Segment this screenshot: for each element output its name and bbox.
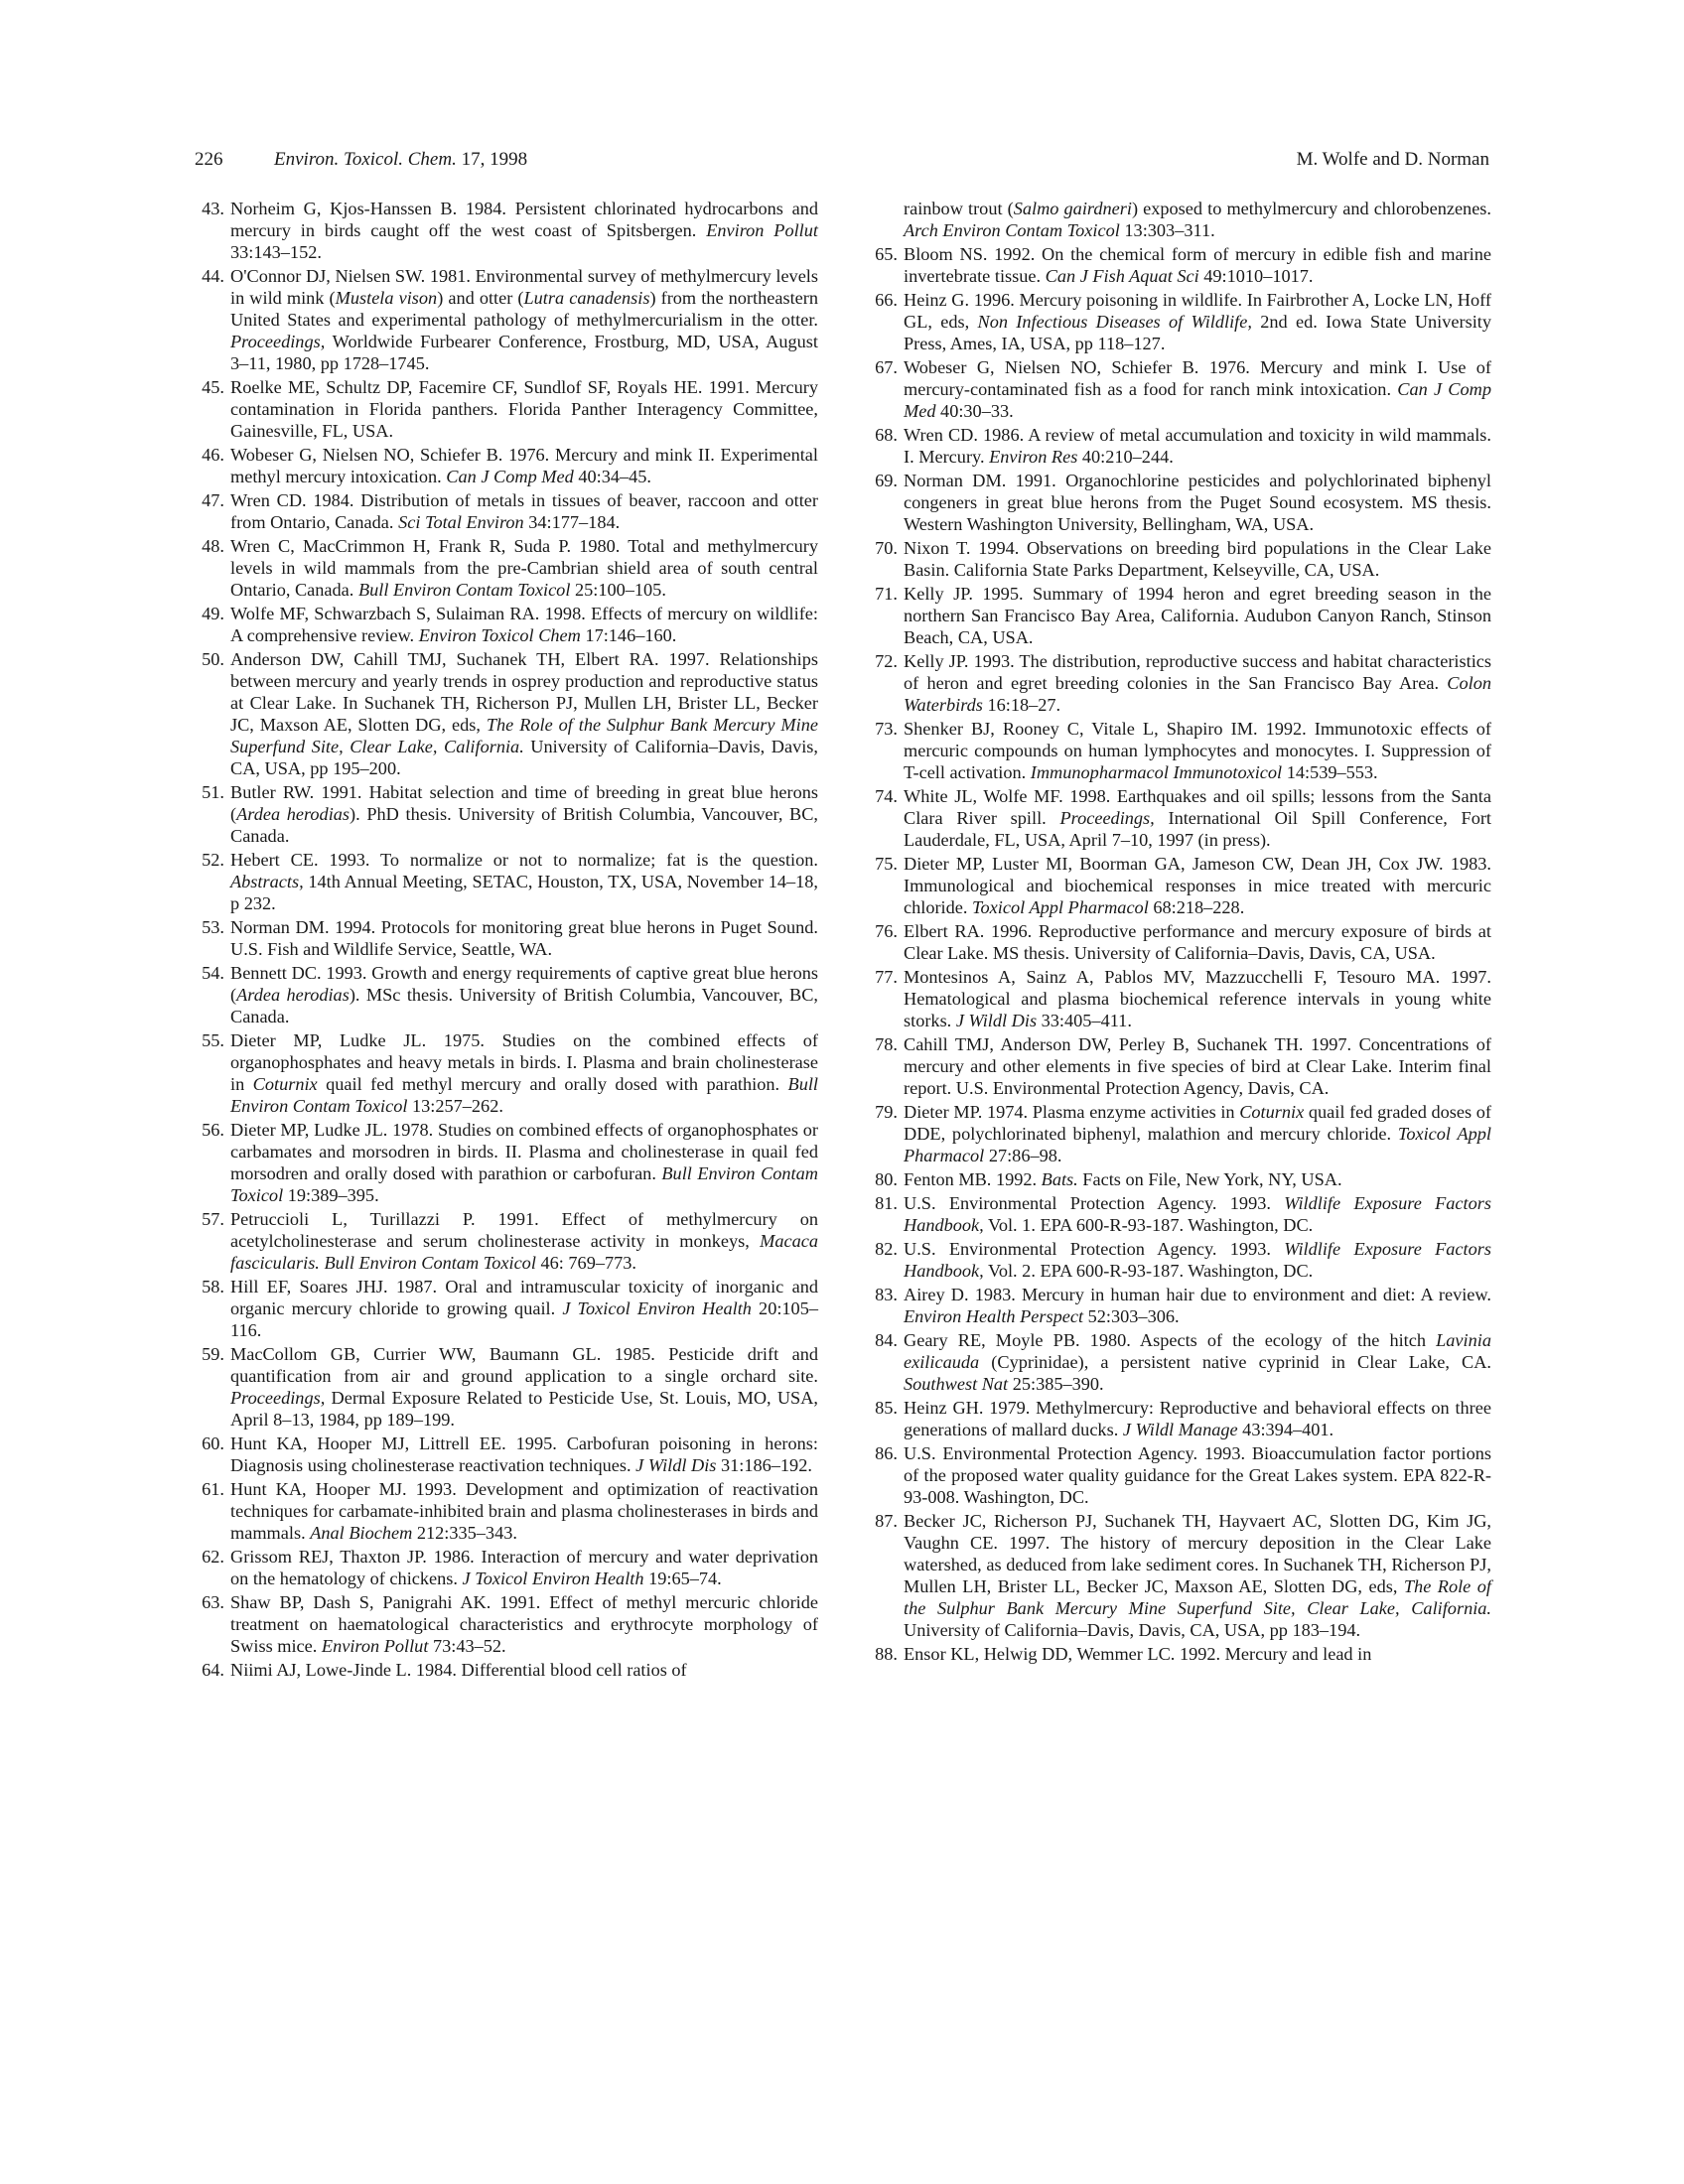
reference-entry bbox=[195, 1276, 818, 1341]
reference-text: Norman DM. 1994. Protocols for monitoring great blue herons in Puget Sound. U.S. Fish and Wildlife Service, Seattle, WA. bbox=[230, 917, 818, 959]
reference-italic: Coturnix bbox=[1239, 1102, 1305, 1122]
reference-italic: Can J Fish Aquat Sci bbox=[1045, 266, 1199, 286]
reference-number: 54. bbox=[202, 963, 224, 983]
reference-text: Facts on File, New York, NY, USA. bbox=[1077, 1169, 1342, 1189]
reference-text: Fenton MB. 1992. bbox=[904, 1169, 1042, 1189]
reference-text: ) from the northeastern United States and experimental pathology of methylmercurialism in the otter. bbox=[230, 288, 818, 330]
reference-text: Airey D. 1983. Mercury in human hair due to environment and diet: A review. bbox=[904, 1285, 1491, 1304]
reference-number: 62. bbox=[202, 1547, 224, 1567]
reference-italic: Colon Waterbirds bbox=[904, 673, 1491, 715]
reference-text: International Oil Spill Conference, Fort Lauderdale, FL, USA, April 7–10, 1997 (in press). bbox=[904, 808, 1491, 850]
reference-text: 27:86–98. bbox=[984, 1146, 1062, 1165]
reference-number: 59. bbox=[202, 1344, 224, 1364]
reference-italic: Arch Environ Contam Toxicol bbox=[904, 220, 1120, 240]
reference-text: 34:177–184. bbox=[523, 512, 621, 532]
reference-number: 77. bbox=[875, 967, 898, 987]
volume-year: 17, 1998 bbox=[461, 149, 528, 170]
reference-italic: Salmo gairdneri bbox=[1013, 199, 1132, 218]
reference-entry bbox=[868, 198, 1491, 241]
reference-entry bbox=[868, 966, 1491, 1031]
reference-entry bbox=[868, 1284, 1491, 1327]
reference-entry bbox=[195, 648, 818, 779]
reference-number: 51. bbox=[202, 782, 224, 802]
reference-italic: Environ Health Perspect bbox=[904, 1306, 1084, 1326]
reference-entry bbox=[195, 489, 818, 533]
reference-text: Wren CD. 1986. A review of metal accumulation and toxicity in wild mammals. I. Mercury. bbox=[904, 425, 1491, 467]
reference-italic: Lutra canadensis bbox=[523, 288, 650, 308]
reference-number: 75. bbox=[875, 854, 898, 874]
reference-text: Geary RE, Moyle PB. 1980. Aspects of the ecology of the hitch bbox=[904, 1330, 1437, 1350]
reference-text: Hunt KA, Hooper MJ, Littrell EE. 1995. Carbofuran poisoning in herons: Diagnosis using cholinesterase reactivation techniques. bbox=[230, 1433, 818, 1475]
reference-text: Bennett DC. 1993. Growth and energy requirements of captive great blue herons ( bbox=[230, 963, 818, 1005]
reference-number: 44. bbox=[202, 266, 224, 286]
reference-number: 47. bbox=[202, 490, 224, 510]
reference-number: 61. bbox=[202, 1479, 224, 1499]
reference-number: 71. bbox=[875, 584, 898, 604]
reference-entry bbox=[195, 1029, 818, 1117]
reference-text: Heinz G. 1996. Mercury poisoning in wildlife. In Fairbrother A, Locke LN, Hoff GL, eds, bbox=[904, 290, 1491, 332]
reference-number: 73. bbox=[875, 719, 898, 739]
reference-text: ) exposed to methylmercury and chlorobenzenes. bbox=[1131, 199, 1491, 218]
reference-text: ). PhD thesis. University of British Columbia, Vancouver, BC, Canada. bbox=[230, 804, 819, 846]
reference-text: Norman DM. 1991. Organochlorine pesticides and polychlorinated biphenyl congeners in great blue herons from the Puget Sound ecosystem. MS thesis. Western Washington University, Bellingham, WA, USA. bbox=[904, 471, 1491, 534]
reference-text: Roelke ME, Schultz DP, Facemire CF, Sundlof SF, Royals HE. 1991. Mercury contamination in Florida panthers. Florida Panther Interagency Committee, Gainesville, FL, USA. bbox=[230, 377, 818, 441]
reference-number: 79. bbox=[875, 1102, 898, 1122]
reference-text: University of California–Davis, Davis, CA, USA, pp 183–194. bbox=[904, 1620, 1361, 1640]
reference-text: Elbert RA. 1996. Reproductive performance and mercury exposure of birds at Clear Lake. MS thesis. University of California–Davis, Davis, CA, USA. bbox=[904, 921, 1491, 963]
reference-entry bbox=[868, 243, 1491, 287]
reference-entry bbox=[868, 356, 1491, 422]
reference-entry bbox=[195, 916, 818, 960]
reference-number: 53. bbox=[202, 917, 224, 937]
reference-text: 40:30–33. bbox=[935, 401, 1014, 421]
reference-text: Grissom REJ, Thaxton JP. 1986. Interaction of mercury and water deprivation on the hematology of chickens. bbox=[230, 1547, 818, 1588]
reference-entry bbox=[868, 424, 1491, 468]
reference-text: Dieter MP. 1974. Plasma enzyme activities in bbox=[904, 1102, 1240, 1122]
reference-number: 58. bbox=[202, 1277, 224, 1297]
reference-entry bbox=[195, 1119, 818, 1206]
reference-text: Butler RW. 1991. Habitat selection and time of breeding in great blue herons ( bbox=[230, 782, 818, 824]
reference-text: rainbow trout ( bbox=[904, 199, 1014, 218]
reference-entry bbox=[868, 583, 1491, 648]
reference-text: Bloom NS. 1992. On the chemical form of mercury in edible fish and marine invertebrate tissue. bbox=[904, 244, 1491, 286]
reference-italic: Abstracts, bbox=[230, 872, 304, 891]
reference-italic: J Toxicol Environ Health bbox=[462, 1569, 644, 1588]
reference-text: Vol. 1. EPA 600-R-93-187. Washington, DC. bbox=[983, 1215, 1314, 1235]
reference-entry bbox=[195, 849, 818, 914]
reference-entry bbox=[868, 1510, 1491, 1641]
reference-text: 17:146–160. bbox=[580, 625, 677, 645]
reference-entry bbox=[195, 1591, 818, 1657]
reference-text: 33:143–152. bbox=[230, 242, 322, 262]
reference-number: 52. bbox=[202, 850, 224, 870]
reference-entry bbox=[195, 198, 818, 263]
reference-text: U.S. Environmental Protection Agency. 1993. Bioaccumulation factor portions of the proposed water quality guidance for the Great Lakes system. EPA 822-R-93-008. Washington, DC. bbox=[904, 1443, 1491, 1507]
reference-text: Dieter MP, Ludke JL. 1975. Studies on the combined effects of organophosphates and heavy metals in birds. I. Plasma and brain cholinesterase in bbox=[230, 1030, 818, 1094]
reference-text: Shenker BJ, Rooney C, Vitale L, Shapiro IM. 1992. Immunotoxic effects of mercuric compounds on human lymphocytes and monocytes. I. Suppression of T-cell activation. bbox=[904, 719, 1491, 782]
reference-text: Vol. 2. EPA 600-R-93-187. Washington, DC. bbox=[983, 1261, 1314, 1281]
reference-text: U.S. Environmental Protection Agency. 1993. bbox=[904, 1239, 1285, 1259]
reference-text: 19:65–74. bbox=[643, 1569, 722, 1588]
reference-number: 82. bbox=[875, 1239, 898, 1259]
reference-text: O'Connor DJ, Nielsen SW. 1981. Environmental survey of methylmercury levels in wild mink ( bbox=[230, 266, 818, 308]
reference-text: 40:34–45. bbox=[573, 467, 651, 486]
reference-number: 85. bbox=[875, 1398, 898, 1418]
reference-text: MacCollom GB, Currier WW, Baumann GL. 1985. Pesticide drift and quantification from air and ground application to a single orchard site. bbox=[230, 1344, 818, 1386]
reference-text: Nixon T. 1994. Observations on breeding bird populations in the Clear Lake Basin. California State Parks Department, Kelseyville, CA, USA. bbox=[904, 538, 1491, 580]
reference-entry bbox=[868, 1168, 1491, 1190]
reference-number: 46. bbox=[202, 445, 224, 465]
reference-text: Norheim G, Kjos-Hanssen B. 1984. Persistent chlorinated hydrocarbons and mercury in birds caught off the west coast of Spitsbergen. bbox=[230, 199, 818, 240]
reference-text: 25:385–390. bbox=[1008, 1374, 1104, 1394]
journal-citation bbox=[274, 149, 527, 171]
reference-entry bbox=[868, 920, 1491, 964]
reference-number: 55. bbox=[202, 1030, 224, 1050]
reference-text: Petruccioli L, Turillazzi P. 1991. Effect of methylmercury on acetylcholinesterase and serum cholinesterase activity in monkeys, bbox=[230, 1209, 818, 1251]
reference-italic: J Wildl Dis bbox=[635, 1455, 717, 1475]
reference-text: 73:43–52. bbox=[428, 1636, 506, 1656]
reference-number: 66. bbox=[875, 290, 898, 310]
reference-entry bbox=[868, 470, 1491, 535]
reference-text: 19:389–395. bbox=[283, 1185, 379, 1205]
reference-italic: J Wildl Dis bbox=[955, 1011, 1038, 1030]
reference-entry bbox=[868, 1329, 1491, 1395]
reference-text: Heinz GH. 1979. Methylmercury: Reproductive and behavioral effects on three generations of mallard ducks. bbox=[904, 1398, 1491, 1439]
reference-italic: Environ Res bbox=[989, 447, 1078, 467]
reference-entry bbox=[195, 1433, 818, 1476]
reference-text: 14:539–553. bbox=[1282, 762, 1378, 782]
reference-text: 46: 769–773. bbox=[535, 1253, 636, 1273]
reference-number: 57. bbox=[202, 1209, 224, 1229]
page-number: 226 bbox=[195, 149, 223, 170]
reference-italic: Bull Environ Contam Toxicol bbox=[357, 580, 571, 600]
reference-text: 49:1010–1017. bbox=[1198, 266, 1314, 286]
reference-text: ). MSc thesis. University of British Columbia, Vancouver, BC, Canada. bbox=[230, 985, 818, 1026]
reference-text: University of California–Davis, Davis, CA, USA, pp 195–200. bbox=[230, 737, 818, 778]
reference-text: Cahill TMJ, Anderson DW, Perley B, Suchanek TH. 1997. Concentrations of mercury and other elements in five species of bird at Clear Lake. Interim final report. U.S. Environmental Protection Agency, Davis, CA. bbox=[904, 1034, 1491, 1098]
reference-entry bbox=[868, 1101, 1491, 1166]
reference-number: 65. bbox=[875, 244, 898, 264]
reference-text: Montesinos A, Sainz A, Pablos MV, Mazzucchelli F, Tesouro MA. 1997. Hematological and plasma biochemical reference intervals in young white storks. bbox=[904, 967, 1491, 1030]
reference-text: Dieter MP, Luster MI, Boorman GA, Jameson CW, Dean JH, Cox JW. 1983. Immunological and biochemical responses in mice treated with mercuric chloride. bbox=[904, 854, 1491, 917]
reference-text: Wobeser G, Nielsen NO, Schiefer B. 1976. Mercury and mink I. Use of mercury-contaminated fish as a food for ranch mink intoxication. bbox=[904, 357, 1491, 399]
reference-italic: Wildlife Exposure Factors Handbook, bbox=[904, 1193, 1491, 1235]
reference-number: 84. bbox=[875, 1330, 898, 1350]
reference-number: 63. bbox=[202, 1592, 224, 1612]
page-header bbox=[195, 149, 1489, 179]
reference-number: 67. bbox=[875, 357, 898, 377]
reference-number: 83. bbox=[875, 1285, 898, 1304]
reference-italic: The Role of the Sulphur Bank Mercury Mine Superfund Site, Clear Lake, California. bbox=[904, 1576, 1491, 1618]
reference-entry bbox=[868, 650, 1491, 716]
reference-entry bbox=[868, 1643, 1491, 1665]
reference-number: 88. bbox=[875, 1644, 898, 1664]
reference-entry bbox=[195, 603, 818, 646]
reference-number: 56. bbox=[202, 1120, 224, 1140]
reference-text: 212:335–343. bbox=[412, 1523, 517, 1543]
reference-italic: Anal Biochem bbox=[310, 1523, 413, 1543]
reference-text: ) and otter ( bbox=[437, 288, 524, 308]
reference-text: (Cyprinidae), a persistent native cyprinid in Clear Lake, CA. bbox=[979, 1352, 1491, 1372]
reference-italic: Can J Comp Med bbox=[446, 467, 574, 486]
reference-italic: Sci Total Environ bbox=[398, 512, 524, 532]
reference-italic: Proceedings, bbox=[1059, 808, 1155, 828]
reference-text: Hill EF, Soares JHJ. 1987. Oral and intramuscular toxicity of inorganic and organic mercury chloride to growing quail. bbox=[230, 1277, 818, 1318]
reference-italic: Ardea herodias bbox=[236, 985, 350, 1005]
reference-text: Wolfe MF, Schwarzbach S, Sulaiman RA. 1998. Effects of mercury on wildlife: A comprehensive review. bbox=[230, 604, 818, 645]
reference-italic: Environ Pollut bbox=[321, 1636, 429, 1656]
reference-number: 76. bbox=[875, 921, 898, 941]
reference-text: 13:257–262. bbox=[407, 1096, 503, 1116]
reference-text: 16:18–27. bbox=[982, 695, 1061, 715]
reference-number: 81. bbox=[875, 1193, 898, 1213]
reference-entry bbox=[195, 1208, 818, 1274]
reference-italic: Proceedings, bbox=[230, 332, 326, 351]
reference-text: Anderson DW, Cahill TMJ, Suchanek TH, Elbert RA. 1997. Relationships between mercury and yearly trends in osprey production and reproductive status at Clear Lake. In Suchanek TH, Richerson PJ, Mullen LH, Brister LL, Becker JC, Maxson AE, Slotten DG, eds, bbox=[230, 649, 818, 735]
reference-text: 14th Annual Meeting, SETAC, Houston, TX, USA, November 14–18, p 232. bbox=[230, 872, 818, 913]
reference-entry bbox=[195, 265, 818, 374]
reference-italic: J Wildl Manage bbox=[1122, 1420, 1238, 1439]
reference-text: Niimi AJ, Lowe-Jinde L. 1984. Differential blood cell ratios of bbox=[230, 1660, 687, 1680]
reference-text: 31:186–192. bbox=[716, 1455, 812, 1475]
reference-number: 72. bbox=[875, 651, 898, 671]
reference-entry bbox=[868, 853, 1491, 918]
reference-italic: Bull Environ Contam Toxicol bbox=[230, 1074, 818, 1116]
reference-entry bbox=[868, 289, 1491, 354]
reference-entry bbox=[868, 1397, 1491, 1440]
reference-text: 40:210–244. bbox=[1077, 447, 1174, 467]
reference-number: 50. bbox=[202, 649, 224, 669]
reference-text: 20:105–116. bbox=[230, 1298, 818, 1340]
reference-text: U.S. Environmental Protection Agency. 1993. bbox=[904, 1193, 1285, 1213]
reference-text: 68:218–228. bbox=[1148, 897, 1245, 917]
reference-text: 33:405–411. bbox=[1037, 1011, 1132, 1030]
reference-italic: Southwest Nat bbox=[904, 1374, 1009, 1394]
reference-text: Hebert CE. 1993. To normalize or not to normalize; fat is the question. bbox=[230, 850, 818, 870]
running-authors: M. Wolfe and D. Norman bbox=[1296, 149, 1489, 170]
reference-text: quail fed methyl mercury and orally dosed with parathion. bbox=[317, 1074, 788, 1094]
reference-entry bbox=[868, 537, 1491, 581]
reference-column-left bbox=[195, 198, 818, 1683]
reference-italic: Environ Toxicol Chem bbox=[418, 625, 581, 645]
reference-entry bbox=[868, 1238, 1491, 1282]
reference-entry bbox=[195, 1343, 818, 1431]
reference-entry bbox=[868, 1033, 1491, 1099]
journal-name: Environ. Toxicol. Chem. bbox=[274, 149, 457, 170]
reference-italic: Immunopharmacol Immunotoxicol bbox=[1030, 762, 1283, 782]
reference-text: Dieter MP, Ludke JL. 1978. Studies on combined effects of organophosphates or carbamates and morsodren in birds. II. Plasma and cholinesterase in quail fed morsodren and orally dosed with parathion or carbofuran. bbox=[230, 1120, 818, 1183]
reference-number: 70. bbox=[875, 538, 898, 558]
reference-entry bbox=[195, 1478, 818, 1544]
reference-text: Kelly JP. 1995. Summary of 1994 heron and egret breeding season in the northern San Francisco Bay Area, California. Audubon Canyon Ranch, Stinson Beach, CA, USA. bbox=[904, 584, 1491, 647]
reference-number: 49. bbox=[202, 604, 224, 623]
reference-number: 87. bbox=[875, 1511, 898, 1531]
reference-italic: Bull Environ Contam Toxicol bbox=[230, 1163, 818, 1205]
reference-number: 68. bbox=[875, 425, 898, 445]
reference-text: Dermal Exposure Related to Pesticide Use, St. Louis, MO, USA, April 8–13, 1984, pp 189–199. bbox=[230, 1388, 818, 1430]
reference-text: Wren CD. 1984. Distribution of metals in tissues of beaver, raccoon and otter from Ontario, Canada. bbox=[230, 490, 818, 532]
reference-number: 43. bbox=[202, 199, 224, 218]
reference-italic: Bats. bbox=[1041, 1169, 1078, 1189]
reference-text: White JL, Wolfe MF. 1998. Earthquakes and oil spills; lessons from the Santa Clara River spill. bbox=[904, 786, 1491, 828]
reference-entry bbox=[195, 535, 818, 601]
reference-italic: J Toxicol Environ Health bbox=[562, 1298, 752, 1318]
reference-italic: The Role of the Sulphur Bank Mercury Mine Superfund Site, Clear Lake, California. bbox=[230, 715, 818, 756]
reference-text: Worldwide Furbearer Conference, Frostburg, MD, USA, August 3–11, 1980, pp 1728–1745. bbox=[230, 332, 818, 373]
reference-italic: Non Infectious Diseases of Wildlife, bbox=[977, 312, 1252, 332]
reference-italic: Toxicol Appl Pharmacol bbox=[972, 897, 1149, 917]
reference-entry bbox=[868, 785, 1491, 851]
reference-number: 86. bbox=[875, 1443, 898, 1463]
reference-entry bbox=[195, 962, 818, 1027]
reference-entry bbox=[195, 1546, 818, 1589]
reference-italic: Can J Comp Med bbox=[904, 379, 1491, 421]
reference-entry bbox=[195, 781, 818, 847]
reference-italic: Toxicol Appl Pharmacol bbox=[904, 1124, 1491, 1165]
reference-number: 64. bbox=[202, 1660, 224, 1680]
reference-text: Ensor KL, Helwig DD, Wemmer LC. 1992. Mercury and lead in bbox=[904, 1644, 1372, 1664]
reference-number: 80. bbox=[875, 1169, 898, 1189]
reference-text: 52:303–306. bbox=[1083, 1306, 1180, 1326]
reference-text: 43:394–401. bbox=[1237, 1420, 1334, 1439]
reference-text: Shaw BP, Dash S, Panigrahi AK. 1991. Effect of methyl mercuric chloride treatment on haematological characteristics and erythrocyte morphology of Swiss mice. bbox=[230, 1592, 818, 1656]
reference-text: 25:100–105. bbox=[570, 580, 666, 600]
reference-italic: Macaca fascicularis. Bull Environ Contam Toxicol bbox=[230, 1231, 818, 1273]
reference-number: 78. bbox=[875, 1034, 898, 1054]
reference-number: 60. bbox=[202, 1433, 224, 1453]
reference-entry bbox=[195, 1659, 818, 1681]
reference-entry bbox=[868, 718, 1491, 783]
reference-text: Becker JC, Richerson PJ, Suchanek TH, Hayvaert AC, Slotten DG, Kim JG, Vaughn CE. 1997. The history of mercury deposition in the Clear Lake watershed, as deduced from lake sediment cores. In Suchanek TH, Richerson PJ, Mullen LH, Brister LL, Becker JC, Maxson AE, Slotten DG, eds, bbox=[904, 1511, 1491, 1596]
reference-entry bbox=[868, 1192, 1491, 1236]
reference-text: Kelly JP. 1993. The distribution, reproductive success and habitat characteristics of heron and egret breeding colonies in the San Francisco Bay Area. bbox=[904, 651, 1491, 693]
reference-italic: Coturnix bbox=[252, 1074, 318, 1094]
reference-text: Wren C, MacCrimmon H, Frank R, Suda P. 1980. Total and methylmercury levels in wild mammals from the pre-Cambrian shield area of south central Ontario, Canada. bbox=[230, 536, 818, 600]
reference-text: Wobeser G, Nielsen NO, Schiefer B. 1976. Mercury and mink II. Experimental methyl mercury intoxication. bbox=[230, 445, 818, 486]
reference-text: 13:303–311. bbox=[1119, 220, 1215, 240]
reference-italic: Wildlife Exposure Factors Handbook, bbox=[904, 1239, 1491, 1281]
reference-column-right bbox=[868, 198, 1491, 1667]
reference-text: 2nd ed. Iowa State University Press, Ames, IA, USA, pp 118–127. bbox=[904, 312, 1492, 353]
reference-text: Hunt KA, Hooper MJ. 1993. Development and optimization of reactivation techniques for carbamate-inhibited brain and plasma cholinesterases in birds and mammals. bbox=[230, 1479, 818, 1543]
reference-italic: Environ Pollut bbox=[706, 220, 818, 240]
reference-number: 45. bbox=[202, 377, 224, 397]
reference-italic: Mustela vison bbox=[335, 288, 438, 308]
reference-italic: Ardea herodias bbox=[236, 804, 351, 824]
reference-entry bbox=[195, 444, 818, 487]
reference-italic: Lavinia exilicauda bbox=[904, 1330, 1491, 1372]
reference-entry bbox=[868, 1442, 1491, 1508]
reference-italic: Proceedings, bbox=[230, 1388, 326, 1408]
reference-entry bbox=[195, 376, 818, 442]
reference-number: 69. bbox=[875, 471, 898, 490]
reference-number: 48. bbox=[202, 536, 224, 556]
reference-number: 74. bbox=[875, 786, 898, 806]
reference-text: quail fed graded doses of DDE, polychlorinated biphenyl, malathion and mercury chloride. bbox=[904, 1102, 1491, 1144]
